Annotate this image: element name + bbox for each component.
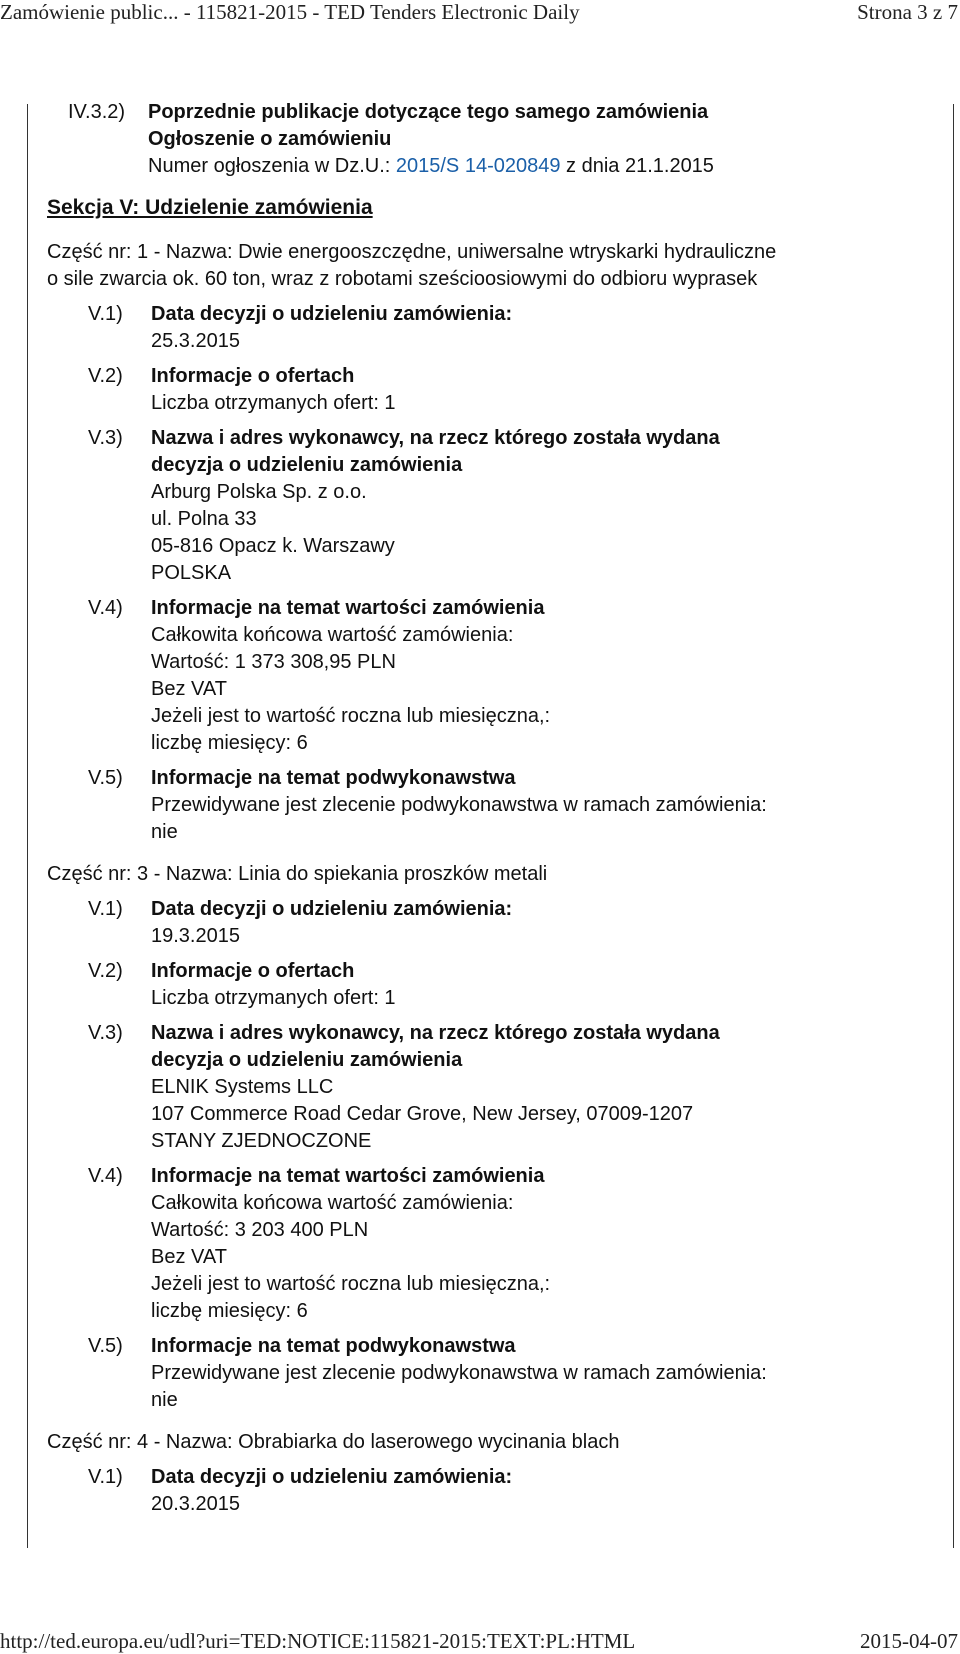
- part3-contractor-name: ELNIK Systems LLC: [151, 1076, 334, 1098]
- iv32-number: IV.3.2): [68, 101, 126, 123]
- page-number: Strona 3 z 7: [857, 0, 958, 24]
- part3-v2-value: Liczba otrzymanych ofert: 1: [151, 987, 396, 1009]
- part1-v2-heading: Informacje o ofertach: [151, 365, 355, 387]
- frame-right-border: [953, 104, 954, 1548]
- part1-v4-line: liczbę miesięcy: 6: [151, 732, 308, 754]
- part1-contractor-street: ul. Polna 33: [151, 508, 257, 530]
- section-v-title: Sekcja V: Udzielenie zamówienia: [47, 196, 373, 219]
- iv32-ref-link[interactable]: 2015/S 14-020849: [395, 155, 561, 177]
- part3-v2-number: V.2): [88, 960, 123, 982]
- iv32-ref-suffix: z dnia 21.1.2015: [566, 155, 714, 177]
- iv32-ref-prefix: Numer ogłoszenia w Dz.U.:: [148, 155, 391, 177]
- part4-v1-heading: Data decyzji o udzieleniu zamówienia:: [151, 1466, 513, 1488]
- part1-contractor-country: POLSKA: [151, 562, 232, 584]
- part1-v1-heading: Data decyzji o udzieleniu zamówienia:: [151, 303, 513, 325]
- part1-v5-heading: Informacje na temat podwykonawstwa: [151, 767, 516, 789]
- part3-v4-line: Bez VAT: [151, 1246, 227, 1268]
- part3-v5-line: Przewidywane jest zlecenie podwykonawstwa w ramach zamówienia:: [151, 1362, 767, 1384]
- part3-v2-heading: Informacje o ofertach: [151, 960, 355, 982]
- part3-v5-number: V.5): [88, 1335, 123, 1357]
- part4-v1-value: 20.3.2015: [151, 1493, 240, 1515]
- iv32-heading: Poprzednie publikacje dotyczące tego samego zamówienia: [148, 101, 709, 123]
- part1-v1-number: V.1): [88, 303, 123, 325]
- part1-contractor-city: 05-816 Opacz k. Warszawy: [151, 535, 395, 557]
- part3-v3-heading-cont: decyzja o udzieleniu zamówienia: [151, 1049, 463, 1071]
- part1-title: Część nr: 1 - Nazwa: Dwie energooszczędne, uniwersalne wtryskarki hydrauliczne: [47, 241, 777, 263]
- part1-v4-line: Bez VAT: [151, 678, 227, 700]
- part3-v1-heading: Data decyzji o udzieleniu zamówienia:: [151, 898, 513, 920]
- part1-v1-value: 25.3.2015: [151, 330, 240, 352]
- part1-v4-number: V.4): [88, 597, 123, 619]
- part1-title-cont: o sile zwarcia ok. 60 ton, wraz z robotami sześcioosiowymi do odbioru wyprasek: [47, 268, 758, 290]
- part1-v3-heading: Nazwa i adres wykonawcy, na rzecz którego została wydana: [151, 427, 720, 449]
- part1-v4-line: Jeżeli jest to wartość roczna lub miesięczna,:: [151, 705, 551, 727]
- part1-v4-line: Wartość: 1 373 308,95 PLN: [151, 651, 396, 673]
- part3-contractor-country: STANY ZJEDNOCZONE: [151, 1130, 372, 1152]
- part3-contractor-address: 107 Commerce Road Cedar Grove, New Jersey, 07009-1207: [151, 1103, 694, 1125]
- part3-v4-line: Wartość: 3 203 400 PLN: [151, 1219, 369, 1241]
- part3-v1-number: V.1): [88, 898, 123, 920]
- part1-v2-value: Liczba otrzymanych ofert: 1: [151, 392, 396, 414]
- part1-v5-number: V.5): [88, 767, 123, 789]
- frame-left-border: [27, 104, 28, 1548]
- part1-v5-line: nie: [151, 821, 178, 843]
- part1-v4-line: Całkowita końcowa wartość zamówienia:: [151, 624, 514, 646]
- part3-v4-heading: Informacje na temat wartości zamówienia: [151, 1165, 545, 1187]
- part3-v4-line: Jeżeli jest to wartość roczna lub miesięczna,:: [151, 1273, 551, 1295]
- part3-v5-heading: Informacje na temat podwykonawstwa: [151, 1335, 516, 1357]
- part1-v4-heading: Informacje na temat wartości zamówienia: [151, 597, 545, 619]
- part1-v2-number: V.2): [88, 365, 123, 387]
- part3-v4-number: V.4): [88, 1165, 123, 1187]
- footer-date: 2015-04-07: [860, 1629, 958, 1653]
- part3-v4-line: liczbę miesięcy: 6: [151, 1300, 308, 1322]
- part3-v3-heading: Nazwa i adres wykonawcy, na rzecz którego została wydana: [151, 1022, 720, 1044]
- part1-v3-heading-cont: decyzja o udzieleniu zamówienia: [151, 454, 463, 476]
- part3-v4-line: Całkowita końcowa wartość zamówienia:: [151, 1192, 514, 1214]
- iv32-reference: [148, 154, 714, 178]
- footer-url: http://ted.europa.eu/udl?uri=TED:NOTICE:115821-2015:TEXT:PL:HTML: [0, 1629, 636, 1653]
- part3-v1-value: 19.3.2015: [151, 925, 240, 947]
- part1-v5-line: Przewidywane jest zlecenie podwykonawstwa w ramach zamówienia:: [151, 794, 767, 816]
- page-header-title: Zamówienie public... - 115821-2015 - TED Tenders Electronic Daily: [0, 0, 580, 24]
- part3-v5-line: nie: [151, 1389, 178, 1411]
- part4-v1-number: V.1): [88, 1466, 123, 1488]
- part3-title: Część nr: 3 - Nazwa: Linia do spiekania proszków metali: [47, 863, 548, 885]
- part4-title: Część nr: 4 - Nazwa: Obrabiarka do laserowego wycinania blach: [47, 1431, 620, 1453]
- iv32-subheading: Ogłoszenie o zamówieniu: [148, 128, 392, 150]
- part1-contractor-name: Arburg Polska Sp. z o.o.: [151, 481, 367, 503]
- part3-v3-number: V.3): [88, 1022, 123, 1044]
- part1-v3-number: V.3): [88, 427, 123, 449]
